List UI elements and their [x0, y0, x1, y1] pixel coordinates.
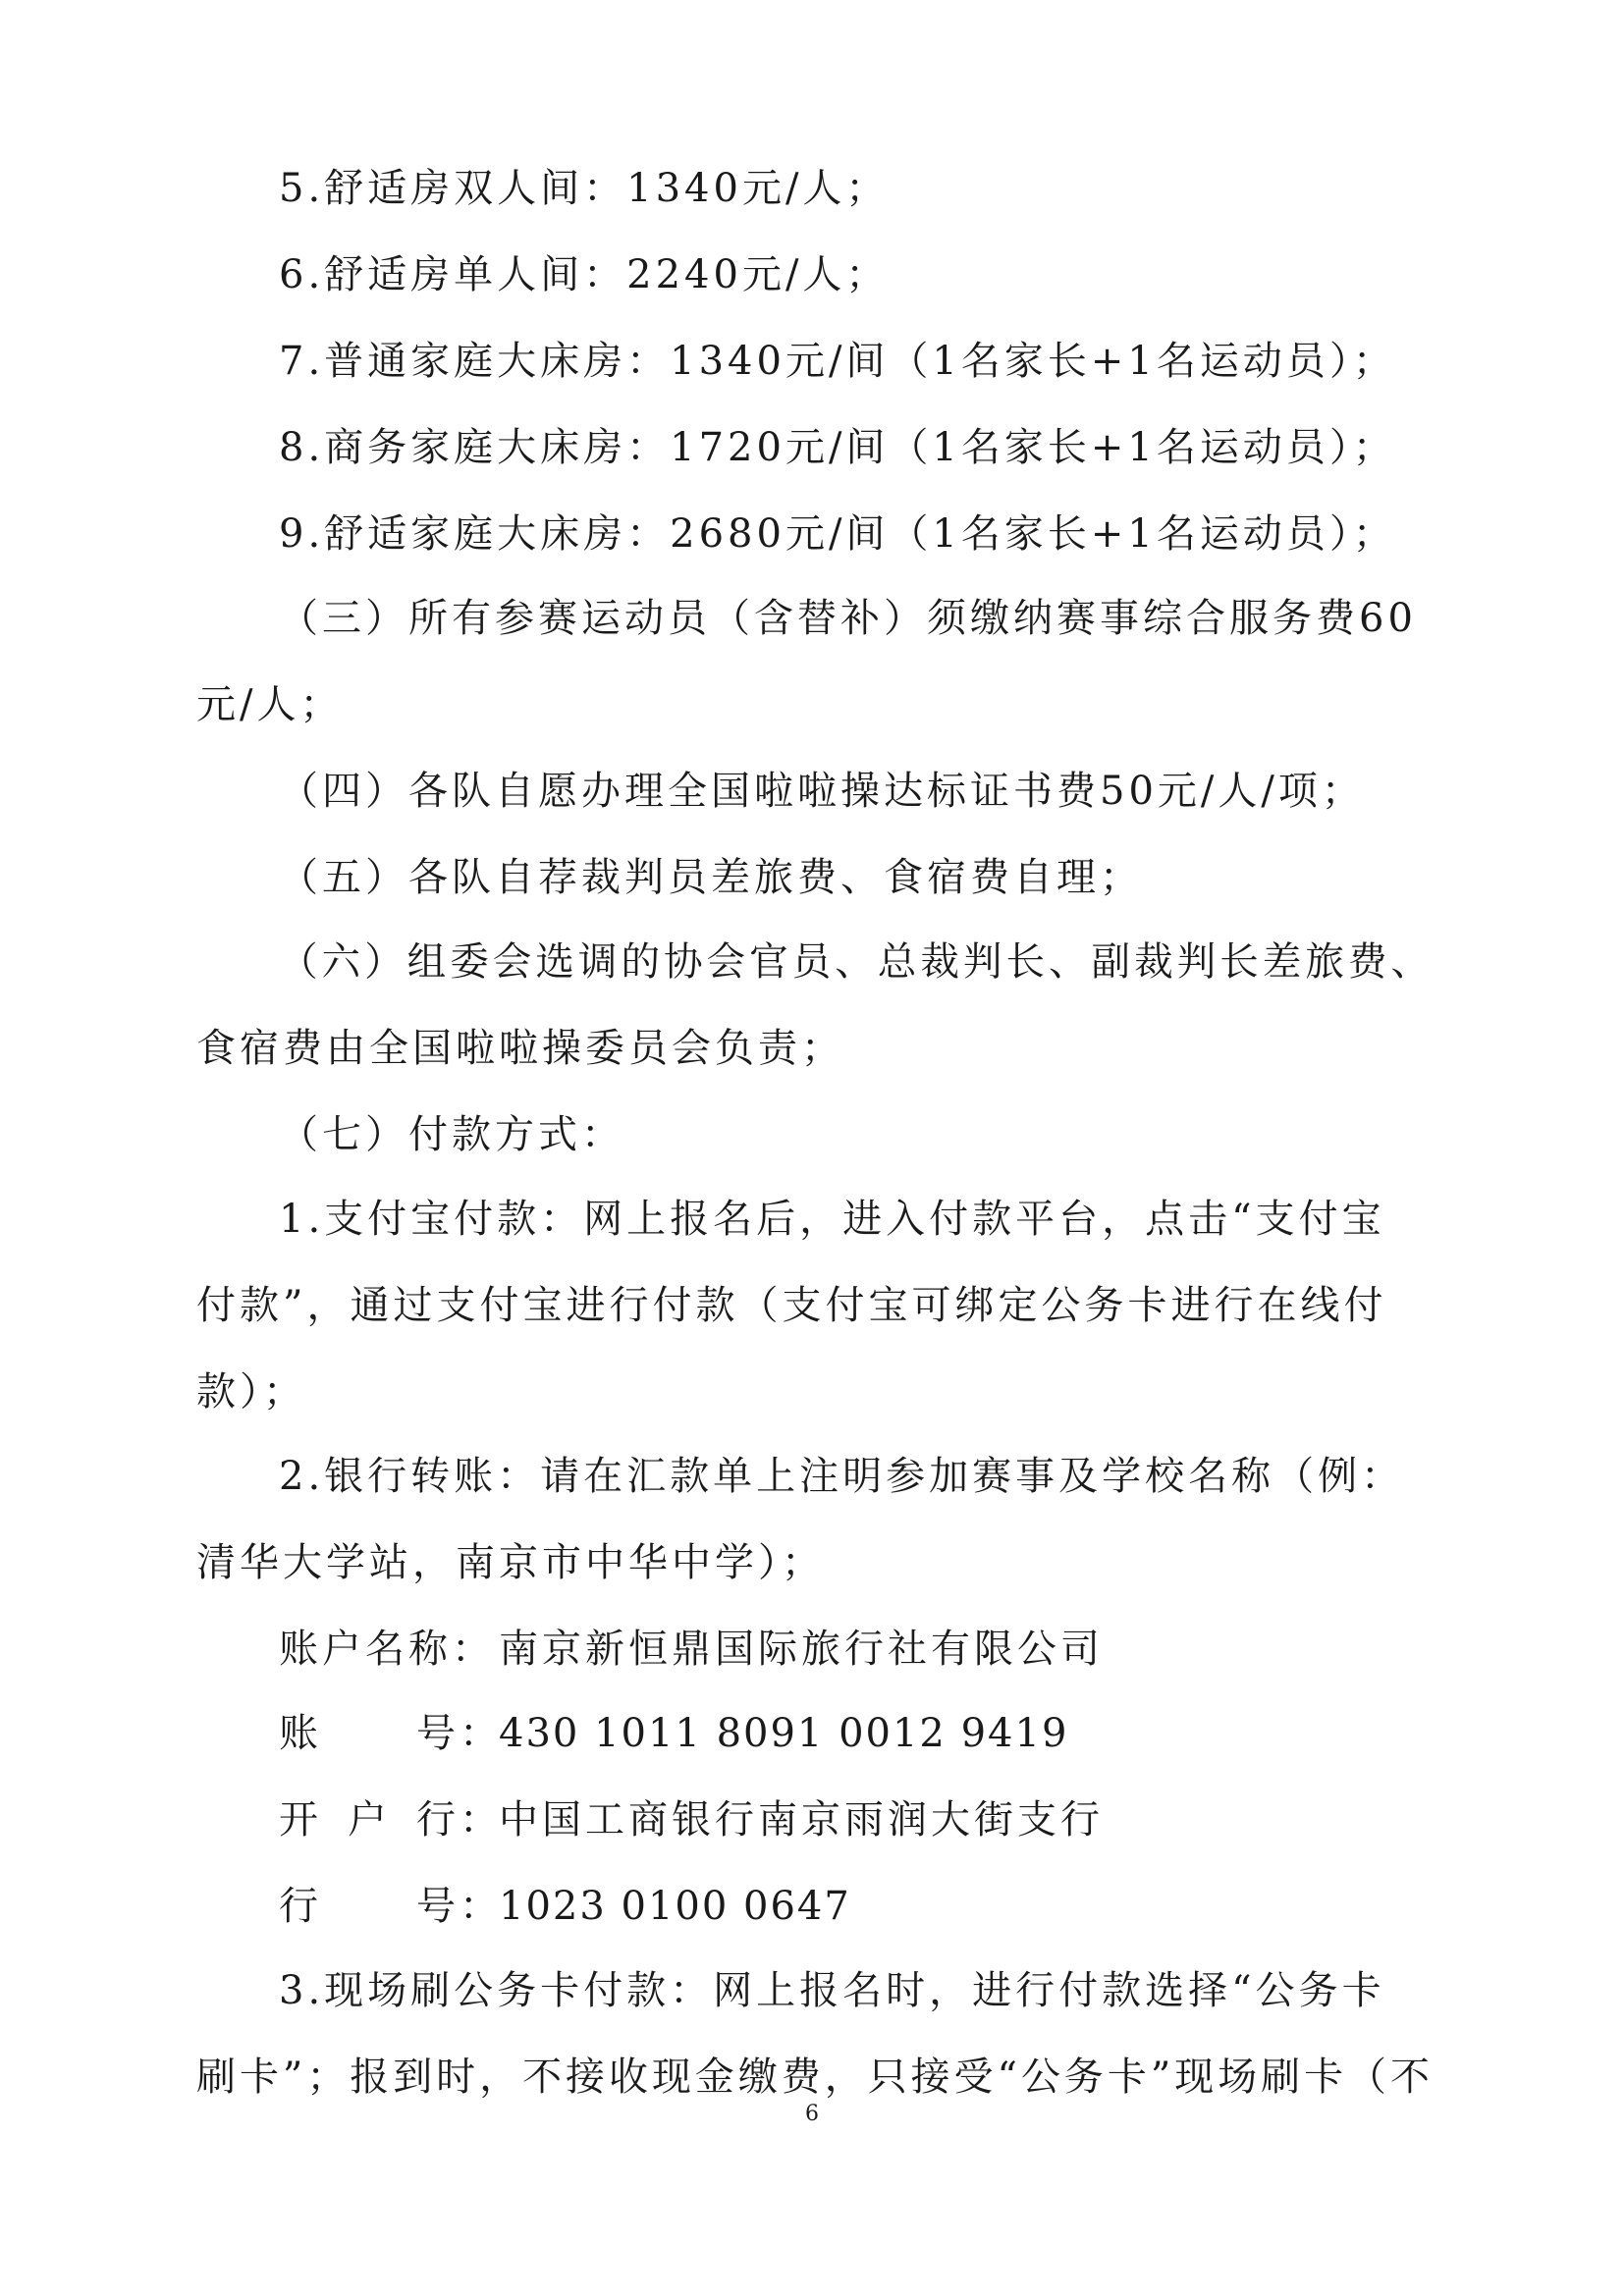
bank-name-value: 中国工商银行南京雨润大街支行 [499, 1797, 1104, 1842]
service-fee-line-1: （三）所有参赛运动员（含替补）须缴纳赛事综合服务费60 [279, 596, 1417, 641]
bank-label-c: 行： [416, 1797, 503, 1842]
service-fee-line-2: 元/人； [196, 682, 344, 727]
page-number: 6 [805, 2102, 819, 2126]
official-expenses-line-2: 食宿费由全国啦啦操委员会负责； [196, 1026, 844, 1071]
bank-transfer-line-2: 清华大学站，南京市中华中学）； [196, 1540, 825, 1585]
room-price-8: 8.商务家庭大床房：1720元/间（1名家长+1名运动员）； [279, 425, 1396, 470]
account-number-label-b: 号： [416, 1711, 503, 1756]
room-price-6: 6.舒适房单人间：2240元/人； [279, 252, 890, 297]
account-number-value: 430 1011 8091 0012 9419 [499, 1711, 1069, 1756]
card-payment-line-1: 3.现场刷公务卡付款：网上报名时，进行付款选择“公务卡 [279, 1968, 1385, 2013]
bank-number-value: 1023 0100 0647 [499, 1884, 851, 1929]
account-name-value: 南京新恒鼎国际旅行社有限公司 [499, 1627, 1104, 1672]
payment-methods-heading: （七）付款方式： [279, 1112, 624, 1157]
referee-expenses: （五）各队自荐裁判员差旅费、食宿费自理； [279, 855, 1143, 900]
room-price-5: 5.舒适房双人间：1340元/人； [279, 166, 890, 211]
alipay-line-1: 1.支付宝付款：网上报名后，进入付款平台，点击“支付宝 [279, 1197, 1385, 1242]
bank-transfer-line-1: 2.银行转账：请在汇款单上注明参加赛事及学校名称（例： [279, 1454, 1405, 1499]
alipay-line-3: 款）； [196, 1369, 306, 1415]
official-expenses-line-1: （六）组委会选调的协会官员、总裁判长、副裁判长差旅费、 [279, 939, 1435, 985]
bank-number-label-b: 号： [416, 1884, 503, 1929]
bank-label-b: 户 [348, 1797, 387, 1842]
bank-label-a: 开 [279, 1797, 318, 1842]
certificate-fee: （四）各队自愿办理全国啦啦操达标证书费50元/人/项； [279, 769, 1365, 814]
room-price-7: 7.普通家庭大床房：1340元/间（1名家长+1名运动员）； [279, 339, 1396, 384]
card-payment-line-2: 刷卡”；报到时，不接收现金缴费，只接受“公务卡”现场刷卡（不 [196, 2055, 1434, 2100]
account-name-label: 账户名称： [279, 1627, 495, 1672]
alipay-line-2: 付款”，通过支付宝进行付款（支付宝可绑定公务卡进行在线付 [196, 1283, 1387, 1328]
account-number-label-a: 账 [279, 1711, 318, 1756]
room-price-9: 9.舒适家庭大床房：2680元/间（1名家长+1名运动员）； [279, 511, 1396, 557]
bank-number-label-a: 行 [279, 1884, 318, 1929]
